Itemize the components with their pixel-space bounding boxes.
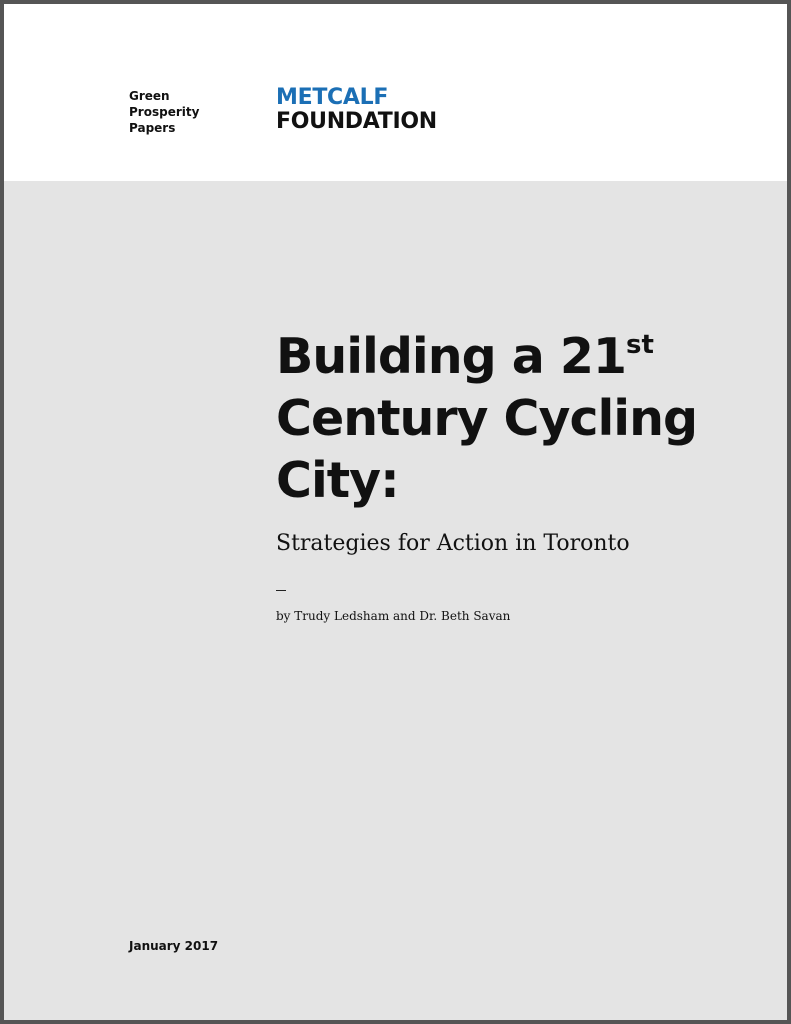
report-title (276, 326, 746, 512)
logo-line-2: FOUNDATION (276, 109, 437, 134)
title-line-3: City: (276, 452, 399, 509)
series-label-line-2: Prosperity (129, 105, 200, 119)
publication-date: January 2017 (129, 939, 219, 953)
series-label-line-1: Green (129, 89, 170, 103)
logo-line-1: METCALF (276, 85, 389, 110)
title-superscript: st (626, 330, 654, 360)
series-label (129, 88, 199, 136)
cover-header (4, 4, 787, 181)
divider-dash (276, 590, 286, 591)
series-label-line-3: Papers (129, 121, 176, 135)
report-authors: by Trudy Ledsham and Dr. Beth Savan (276, 609, 511, 623)
metcalf-foundation-logo (276, 86, 437, 134)
report-subtitle: Strategies for Action in Toronto (276, 531, 630, 556)
title-line-2: Century Cycling (276, 390, 698, 447)
title-line-1: Building a 21 (276, 328, 627, 385)
